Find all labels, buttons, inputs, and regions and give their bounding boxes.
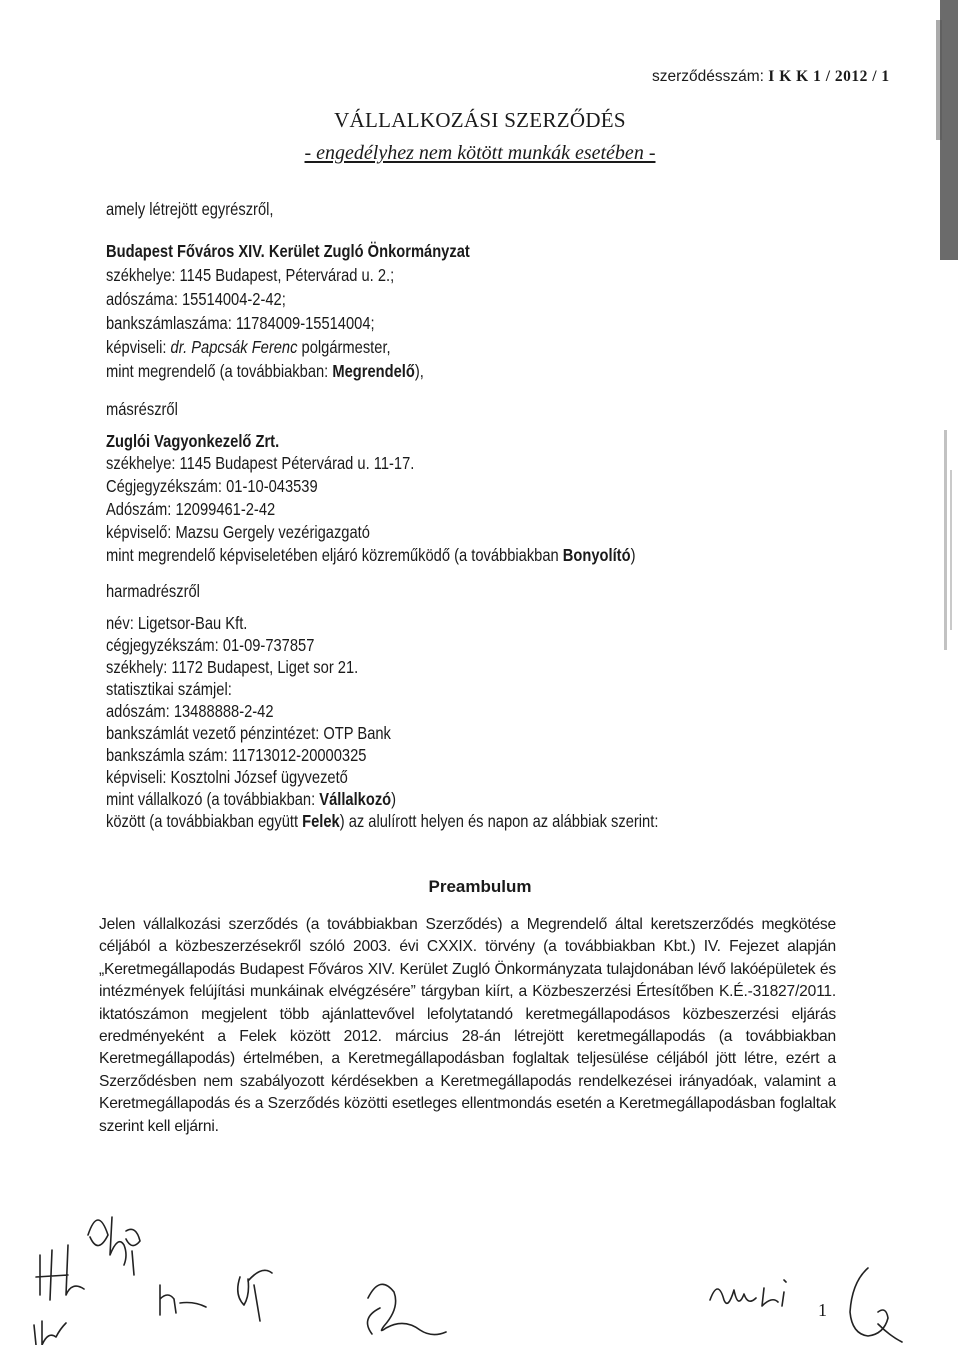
party1-rep-prefix: képviseli: bbox=[106, 337, 171, 357]
party2-seat: székhelye: 1145 Budapest Pétervárad u. 11-17. bbox=[106, 453, 415, 473]
party2-representative: képviselő: Mazsu Gergely vezérigazgató bbox=[106, 522, 370, 542]
party1-representative bbox=[106, 336, 391, 358]
party2-role-suffix: ) bbox=[630, 545, 636, 565]
signature-initials-right bbox=[702, 1270, 812, 1320]
separator-masreszrol: másrészről bbox=[106, 399, 178, 419]
party2-role-name: Bonyolító bbox=[562, 545, 631, 565]
party1-role-name: Megrendelő bbox=[332, 361, 415, 381]
party1-seat: székhelye: 1145 Budapest, Pétervárad u. 2.; bbox=[106, 265, 395, 285]
between-parties-line bbox=[106, 810, 658, 832]
between-prefix: között (a továbbiakban együtt bbox=[106, 811, 303, 831]
contract-number: I K K 1 / 2012 / 1 bbox=[768, 68, 890, 85]
party3-seat: székhely: 1172 Budapest, Liget sor 21. bbox=[106, 657, 359, 677]
signature-initials-middle-left bbox=[150, 1255, 300, 1325]
contract-number-line bbox=[652, 68, 890, 86]
signature-initials-middle bbox=[350, 1268, 470, 1346]
party3-registration: cégjegyzékszám: 01-09-737857 bbox=[106, 635, 315, 655]
party1-role-prefix: mint megrendelő (a továbbiakban: bbox=[106, 361, 333, 381]
party3-representative: képviseli: Kosztolni József ügyvezető bbox=[106, 767, 348, 787]
scan-edge-artifact bbox=[926, 0, 960, 1346]
party2-tax: Adószám: 12099461-2-42 bbox=[106, 499, 276, 519]
party2-role-prefix: mint megrendelő képviseletében eljáró közreműködő (a továbbiakban bbox=[106, 545, 563, 565]
page-number: 1 bbox=[818, 1300, 827, 1320]
party1-role-suffix: ), bbox=[414, 361, 424, 381]
party3-name: név: Ligetsor-Bau Kft. bbox=[106, 613, 248, 633]
party2-name: Zuglói Vagyonkezelő Zrt. bbox=[106, 431, 280, 451]
party1-bank: bankszámlaszáma: 11784009-15514004; bbox=[106, 313, 375, 333]
party1-tax: adószáma: 15514004-2-42; bbox=[106, 289, 286, 309]
party2-role bbox=[106, 544, 635, 566]
document-title: VÁLLALKOZÁSI SZERZŐDÉS bbox=[334, 108, 626, 132]
intro-line: amely létrejött egyrészről, bbox=[106, 199, 274, 219]
party3-role-name: Vállalkozó bbox=[319, 789, 392, 809]
party1-rep-name: dr. Papcsák Ferenc bbox=[170, 337, 298, 357]
between-suffix: ) az alulírott helyen és napon az alábbiak szerint: bbox=[339, 811, 659, 831]
party3-bank-name: bankszámlát vezető pénzintézet: OTP Bank bbox=[106, 723, 391, 743]
party1-name: Budapest Főváros XIV. Kerület Zugló Önkormányzat bbox=[106, 241, 470, 261]
signature-initials-far-right bbox=[838, 1262, 908, 1346]
party3-bank-number: bankszámla szám: 11713012-20000325 bbox=[106, 745, 367, 765]
party3-stat-number: statisztikai számjel: bbox=[106, 679, 232, 699]
party1-rep-suffix: polgármester, bbox=[297, 337, 391, 357]
party3-role bbox=[106, 788, 396, 810]
party3-tax: adószám: 13488888-2-42 bbox=[106, 701, 274, 721]
preamble-title: Preambulum bbox=[428, 877, 532, 896]
contract-number-label: szerződésszám: bbox=[652, 68, 764, 85]
party2-registration: Cégjegyzékszám: 01-10-043539 bbox=[106, 476, 318, 496]
separator-harmadreszrol: harmadrészről bbox=[106, 581, 200, 601]
party3-role-prefix: mint vállalkozó (a továbbiakban: bbox=[106, 789, 320, 809]
party1-role bbox=[106, 360, 424, 382]
party3-role-suffix: ) bbox=[391, 789, 397, 809]
preamble-text: Jelen vállalkozási szerződés (a továbbiakban Szerződés) a Megrendelő által keretszerződés megkötése céljából a közbeszerzésekről szóló 2003. évi CXXIX. törvény (a továbbiakban Kbt.) IV. Fejezet alapján „Keretmegállapodás Budapest Főváros XIV. Kerület Zugló Önkormányzata tulajdonában lévő lakóépületek és intézmények felújítási munkáinak elvégzésére” tárgyban kiírt, a Közbeszerzési Értesítőben K.É.-31827/2011. iktatószámon megjelent több ajánlattevővel lefolytatandó keretmegállapodásos közbeszerzési eljárás eredményeként a Felek között 2012. március 28-án létrejött keretmegállapodás (a továbbiakban Keretmegállapodás) értelmében, a Keretmegállapodásban foglaltak teljesülése céljából jött létre, ezért a Szerződésben nem szabályozott kérdésekben a Keretmegállapodás rendelkezései irányadóak, valamint a Keretmegállapodás és a Szerződés közötti esetleges ellentmondás esetén a Keretmegállapodásban foglaltak szerint kell eljárni. bbox=[99, 916, 836, 1135]
document-subtitle: - engedélyhez nem kötött munkák esetében - bbox=[304, 142, 656, 164]
between-name: Felek bbox=[302, 811, 340, 831]
